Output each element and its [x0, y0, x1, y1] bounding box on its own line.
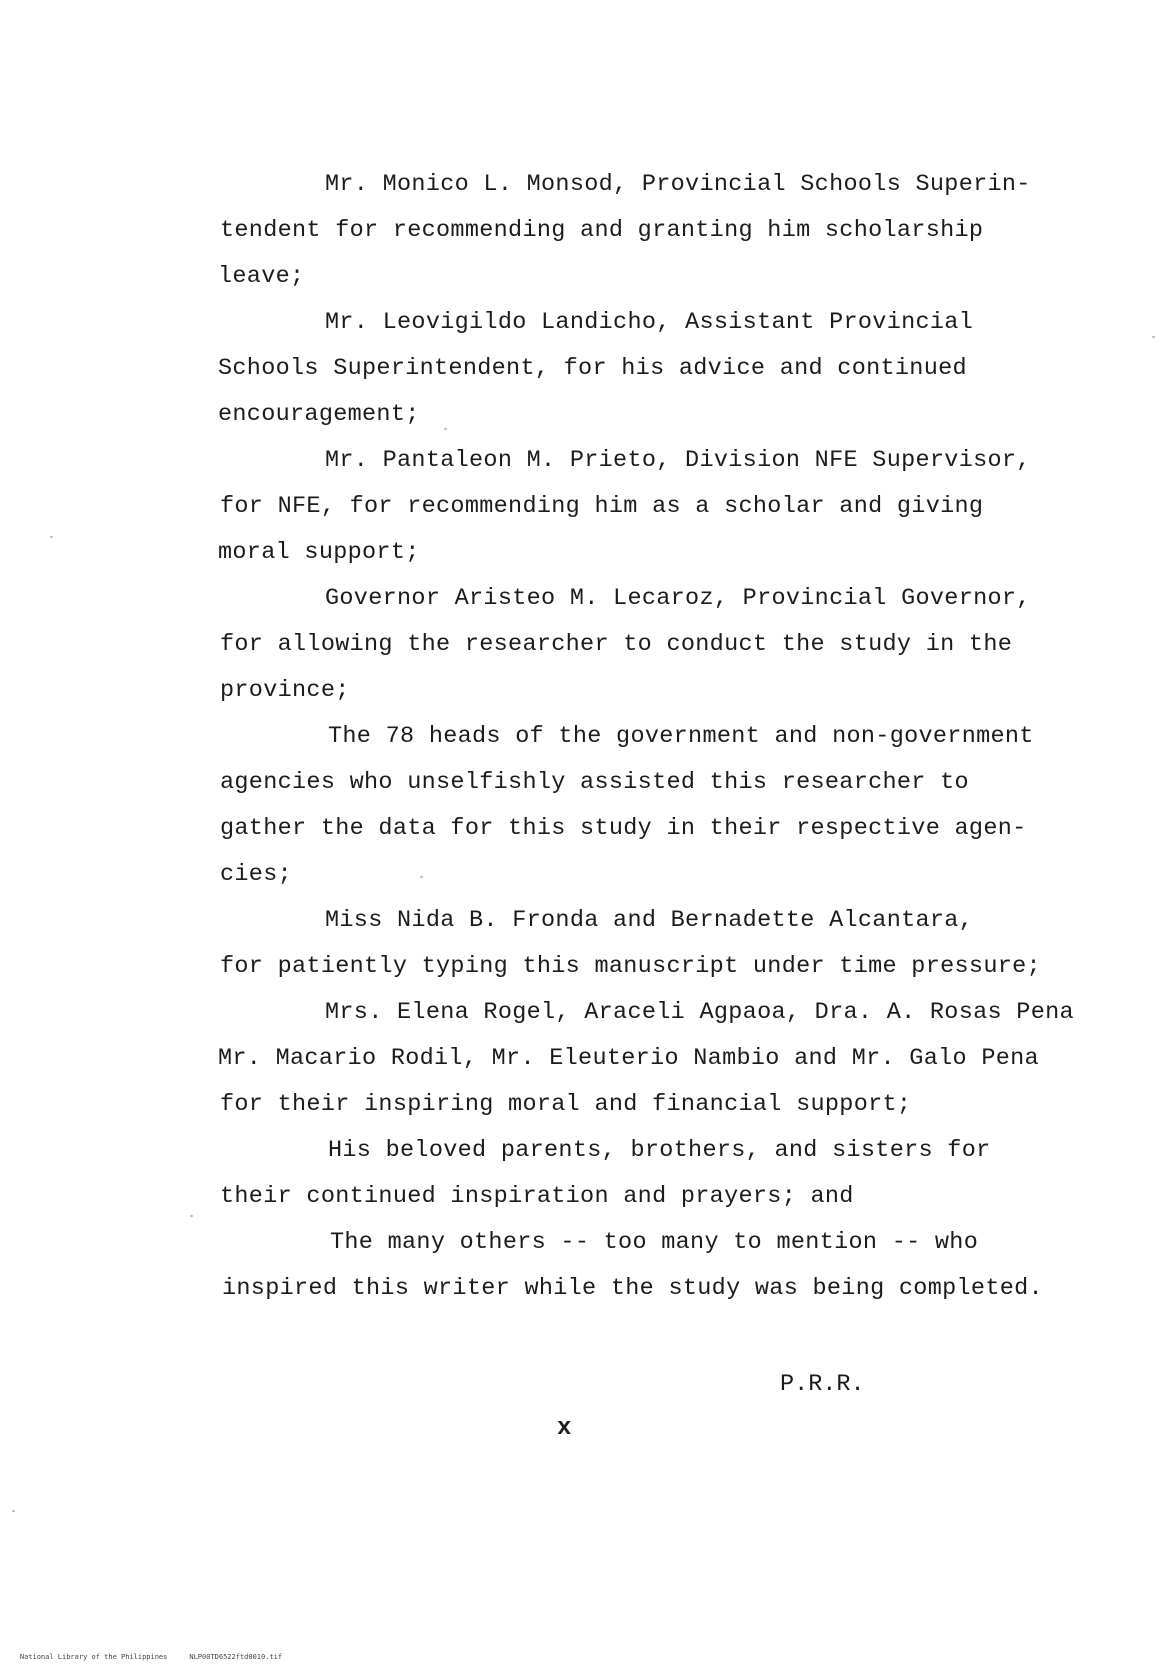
footer-file: NLP00TD6522ftd0010.tif	[189, 1653, 283, 1661]
text-line: for NFE, for recommending him as a scholar and giving	[220, 493, 984, 520]
text-line: Mr. Pantaleon M. Prieto, Division NFE Supervisor,	[325, 447, 1031, 474]
text-line: Mr. Leovigildo Landicho, Assistant Provincial	[325, 309, 974, 336]
text-line: tendent for recommending and granting him scholarship	[220, 217, 984, 244]
text-line: Governor Aristeo M. Lecaroz, Provincial Governor,	[325, 585, 1031, 612]
text-line: cies;	[220, 861, 293, 888]
text-line: their continued inspiration and prayers; and	[220, 1183, 854, 1210]
author-initials: P.R.R.	[780, 1371, 865, 1398]
scan-speck	[12, 1510, 15, 1512]
text-line: Mrs. Elena Rogel, Araceli Agpaoa, Dra. A. Rosas Pena	[325, 999, 1074, 1026]
text-line: Mr. Monico L. Monsod, Provincial Schools Superin-	[325, 171, 1031, 198]
text-line: encouragement;	[218, 401, 420, 428]
text-line: Schools Superintendent, for his advice and continued	[218, 355, 967, 382]
text-line: inspired this writer while the study was being completed.	[222, 1275, 1043, 1302]
scan-speck	[420, 876, 423, 878]
text-line: for patiently typing this manuscript under time pressure;	[220, 953, 1041, 980]
text-line: for their inspiring moral and financial support;	[220, 1091, 912, 1118]
text-line: The 78 heads of the government and non-government	[328, 723, 1034, 750]
text-line: agencies who unselfishly assisted this researcher to	[220, 769, 969, 796]
text-line: His beloved parents, brothers, and sisters for	[328, 1137, 991, 1164]
footer-library: National Library of the Philippines	[19, 1653, 168, 1661]
text-line: province;	[220, 677, 350, 704]
text-line: Mr. Macario Rodil, Mr. Eleuterio Nambio and Mr. Galo Pena	[218, 1045, 1039, 1072]
text-line: moral support;	[218, 539, 420, 566]
scan-speck	[444, 428, 447, 430]
scan-speck	[190, 1215, 193, 1217]
scan-speck	[1152, 336, 1155, 338]
text-line: gather the data for this study in their respective agen-	[220, 815, 1027, 842]
text-line: for allowing the researcher to conduct the study in the	[220, 631, 1013, 658]
text-line: Miss Nida B. Fronda and Bernadette Alcantara,	[325, 907, 974, 934]
page-number: x	[557, 1415, 572, 1442]
text-line: The many others -- too many to mention -- who	[330, 1229, 979, 1256]
text-line: leave;	[218, 263, 305, 290]
scan-speck	[50, 536, 53, 538]
